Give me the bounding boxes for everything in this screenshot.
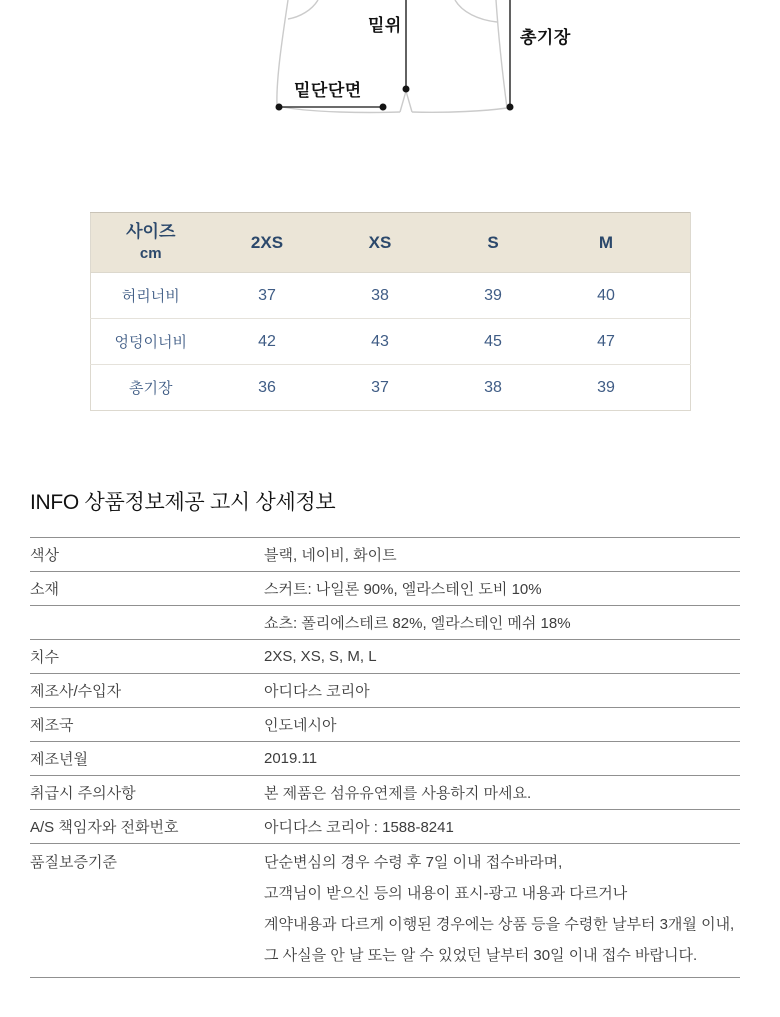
total-length-label: 총기장	[520, 28, 571, 47]
info-label: 제조년월	[30, 751, 88, 768]
measure-label: 허리너비	[91, 273, 211, 319]
size-col-m: M	[550, 213, 663, 273]
spacer-cell	[663, 213, 691, 273]
info-value: 2XS, XS, S, M, L	[264, 648, 377, 665]
table-row	[91, 319, 691, 365]
info-value	[264, 847, 740, 971]
right-hem-line	[412, 108, 507, 112]
warranty-line: 그 사실을 안 날 또는 알 수 있었던 날부터 30일 이내 접수 바랍니다.	[264, 947, 698, 964]
list-item	[30, 776, 740, 810]
list-item	[30, 538, 740, 572]
size-col-xs: XS	[324, 213, 437, 273]
info-value: 본 제품은 섬유유연제를 사용하지 마세요.	[264, 785, 532, 802]
info-value: 블랙, 네이비, 화이트	[264, 547, 397, 564]
info-label: A/S 책임자와 전화번호	[30, 819, 179, 836]
measure-value: 38	[437, 365, 550, 411]
info-label: 제조국	[30, 717, 74, 734]
warranty-line: 고객님이 받으신 등의 내용이 표시-광고 내용과 다르거나	[264, 885, 628, 902]
size-chart	[90, 212, 690, 411]
info-label: 품질보증기준	[30, 854, 117, 871]
rise-label: 밑위	[368, 16, 402, 35]
measure-label: 엉덩이너비	[91, 319, 211, 365]
info-value: 인도네시아	[264, 717, 337, 734]
measure-value: 38	[324, 273, 437, 319]
hem-right-dot	[380, 104, 387, 111]
right-seam-line	[496, 0, 507, 108]
measure-value: 43	[324, 319, 437, 365]
list-item	[30, 742, 740, 776]
size-unit-header	[91, 213, 211, 273]
measure-value: 47	[550, 319, 663, 365]
warranty-line: 계약내용과 다르게 이행된 경우에는 상품 등을 수령한 날부터 3개월 이내,	[264, 916, 735, 933]
warranty-line: 단순변심의 경우 수령 후 7일 이내 접수바라며,	[264, 854, 563, 871]
measure-value: 36	[211, 365, 324, 411]
info-label: 제조사/수입자	[30, 683, 122, 700]
spacer-cell	[663, 365, 691, 411]
length-dot	[507, 104, 514, 111]
rise-dot	[403, 86, 410, 93]
info-value: 2019.11	[264, 750, 318, 767]
size-header-row	[91, 213, 691, 273]
unit-label: cm	[139, 245, 162, 263]
measure-value: 39	[437, 273, 550, 319]
info-label: 취급시 주의사항	[30, 785, 136, 802]
left-seam-line	[277, 0, 288, 106]
list-item	[30, 708, 740, 742]
measure-value: 40	[550, 273, 663, 319]
size-label: 사이즈	[126, 222, 176, 241]
info-value: 아디다스 코리아	[264, 683, 370, 700]
measure-value: 37	[324, 365, 437, 411]
hem-width-label: 밑단단면	[294, 81, 362, 100]
spacer-cell	[663, 273, 691, 319]
info-section-title: INFO 상품정보제공 고시 상세정보	[30, 491, 336, 514]
size-col-2xs: 2XS	[211, 213, 324, 273]
info-value: 쇼츠: 폴리에스테르 82%, 엘라스테인 메쉬 18%	[264, 615, 571, 632]
size-chart-table	[90, 212, 691, 411]
info-value: 아디다스 코리아 : 1588-8241	[264, 819, 454, 836]
left-pocket-line	[288, 0, 318, 19]
shorts-measurement-diagram	[0, 0, 780, 140]
measure-value: 45	[437, 319, 550, 365]
list-item	[30, 810, 740, 844]
info-label: 소재	[30, 581, 59, 598]
list-item	[30, 674, 740, 708]
list-item	[30, 640, 740, 674]
product-info-list	[30, 537, 740, 978]
right-pocket-line	[455, 0, 497, 22]
list-item	[30, 844, 740, 978]
info-value: 스커트: 나일론 90%, 엘라스테인 도비 10%	[264, 581, 542, 598]
table-row	[91, 365, 691, 411]
info-label: 치수	[30, 649, 59, 666]
measure-value: 37	[211, 273, 324, 319]
spacer-cell	[663, 319, 691, 365]
measure-value: 42	[211, 319, 324, 365]
crotch-notch-line	[400, 91, 412, 112]
measure-value: 39	[550, 365, 663, 411]
list-item	[30, 572, 740, 606]
info-label: 색상	[30, 547, 59, 564]
list-item	[30, 606, 740, 640]
hem-left-dot	[276, 104, 283, 111]
size-col-s: S	[437, 213, 550, 273]
table-row	[91, 273, 691, 319]
measure-label: 총기장	[91, 365, 211, 411]
